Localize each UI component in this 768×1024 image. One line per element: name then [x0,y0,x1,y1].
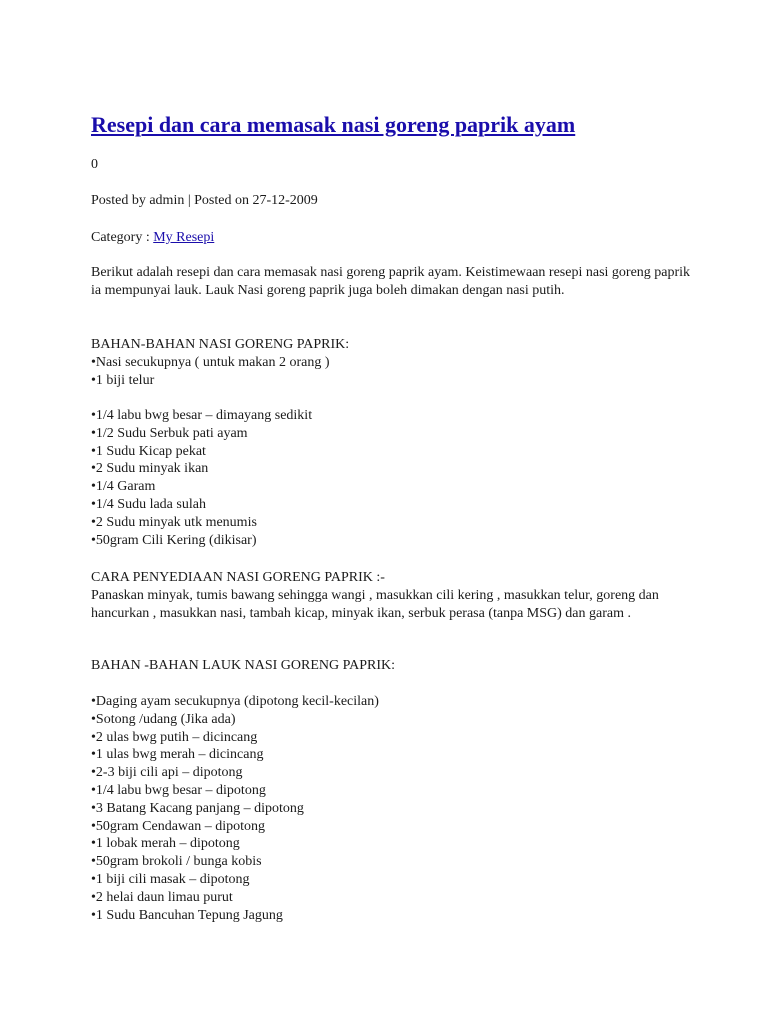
list-item: •2 helai daun limau purut [91,889,233,905]
category-link[interactable]: My Resepi [153,230,215,245]
bahan-nasi-heading: BAHAN-BAHAN NASI GORENG PAPRIK: [91,337,350,352]
list-item: •1/4 Garam [91,479,156,495]
post-meta: Posted by admin | Posted on 27-12-2009 [91,193,318,208]
list-item: •1/2 Sudu Serbuk pati ayam [91,425,248,441]
intro-paragraph: Berikut adalah resepi dan cara memasak nasi goreng paprik ayam. Keistimewaan resepi nasi goreng paprik ia mempunyai lauk. Lauk Nasi goreng paprik juga boleh dimakan dengan nasi putih. [91,265,691,298]
bahan-nasi-list-1 [91,354,330,390]
cara-heading: CARA PENYEDIAAN NASI GORENG PAPRIK :- [91,570,385,585]
post-category [91,229,214,247]
list-item: •1/4 Sudu lada sulah [91,496,206,512]
list-item: •2-3 biji cili api – dipotong [91,765,243,781]
list-item: •2 ulas bwg putih – dicincang [91,729,258,745]
list-item: •Daging ayam secukupnya (dipotong kecil-kecilan) [91,694,379,709]
list-item: •1/4 labu bwg besar – dipotong [91,782,266,798]
cara-paragraph: Panaskan minyak, tumis bawang sehingga wangi , masukkan cili kering , masukkan telur, goreng dan hancurkan , masukkan nasi, tambah kicap, minyak ikan, serbuk perasa (tanpa MSG) dan garam . [91,588,659,621]
list-item: •1 ulas bwg merah – dicincang [91,747,264,763]
list-item: •1/4 labu bwg besar – dimayang sedikit [91,408,313,423]
list-item: •1 Sudu Bancuhan Tepung Jagung [91,907,283,923]
list-item: •1 biji cili masak – dipotong [91,871,250,887]
post-title-link[interactable]: Resepi dan cara memasak nasi goreng paprik ayam [91,112,576,137]
list-item: •1 biji telur [91,372,155,388]
bahan-nasi-list-2 [91,407,312,549]
list-item: •1 Sudu Kicap pekat [91,443,206,459]
list-item: •50gram Cili Kering (dikisar) [91,532,257,548]
list-item: •Sotong /udang (Jika ada) [91,711,236,727]
comment-count: 0 [91,157,98,172]
list-item: •1 lobak merah – dipotong [91,836,240,852]
list-item: •50gram brokoli / bunga kobis [91,854,262,870]
list-item: •Nasi secukupnya ( untuk makan 2 orang ) [91,355,330,370]
list-item: •2 Sudu minyak ikan [91,461,209,477]
bahan-lauk-list [91,693,379,924]
list-item: •3 Batang Kacang panjang – dipotong [91,800,304,816]
list-item: •50gram Cendawan – dipotong [91,818,266,834]
category-label: Category : [91,230,154,245]
list-item: •2 Sudu minyak utk menumis [91,514,257,530]
bahan-lauk-heading: BAHAN -BAHAN LAUK NASI GORENG PAPRIK: [91,658,396,673]
